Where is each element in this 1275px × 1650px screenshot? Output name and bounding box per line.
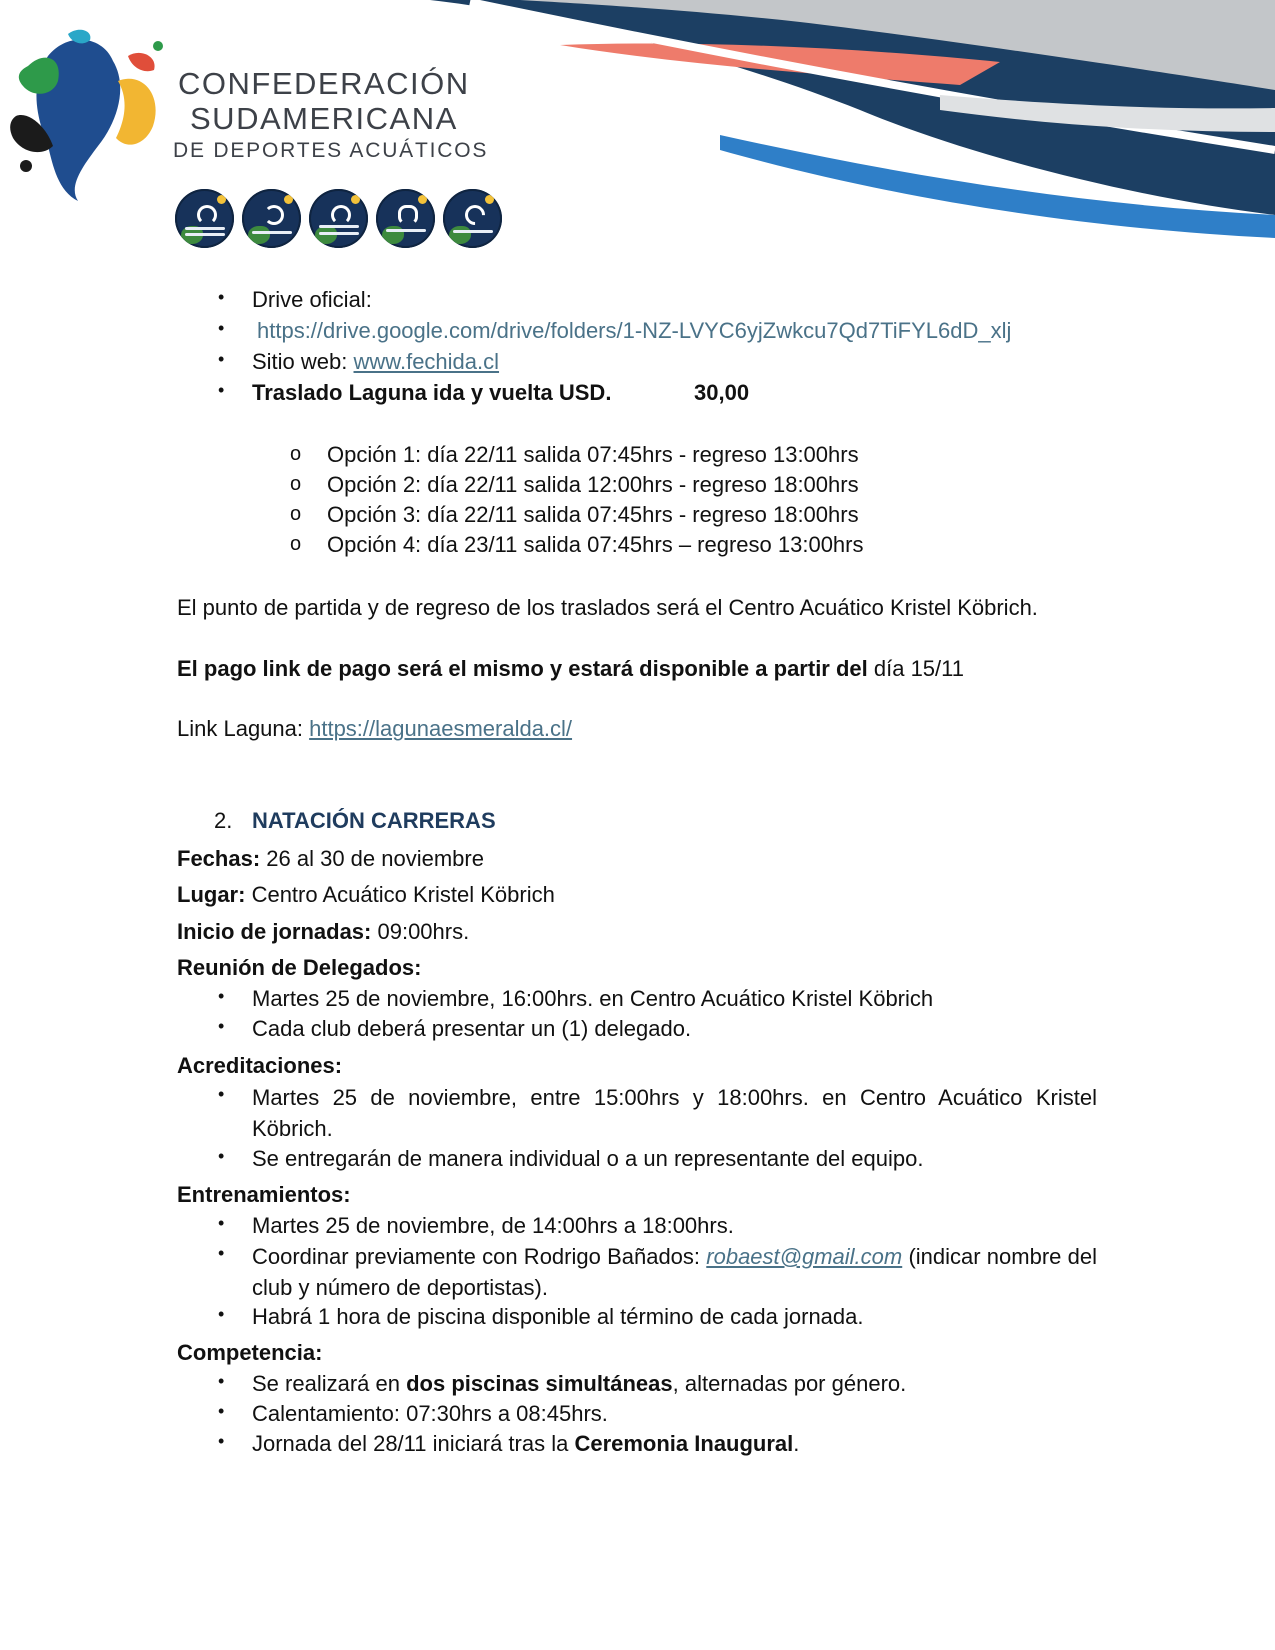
lugar-label: Lugar: (177, 882, 246, 907)
org-name-line2: SUDAMERICANA (190, 101, 458, 136)
bullet (218, 986, 224, 1007)
site-web-link[interactable]: www.fechida.cl (353, 349, 500, 374)
pago-line (177, 654, 964, 684)
traslado-price: 30,00 (694, 380, 750, 405)
fechas-value: 26 al 30 de noviembre (260, 846, 484, 871)
section-title: NATACIÓN CARRERAS (252, 808, 496, 833)
diving-icon (242, 189, 301, 248)
bullet (218, 1431, 224, 1452)
bullet (218, 1401, 224, 1422)
site-web-label: Sitio web: (252, 349, 348, 374)
coordinator-email-link[interactable]: robaest@gmail.com (706, 1244, 903, 1269)
bullet (218, 1371, 224, 1392)
laguna-line (177, 714, 572, 744)
acreditaciones-item-1: Martes 25 de noviembre, entre 15:00hrs y 18:00hrs. en Centro Acuático Kristel Köbrich. (252, 1085, 1097, 1141)
page-header (0, 0, 1275, 260)
bullet (218, 1304, 224, 1325)
acreditaciones-item-2: Se entregarán de manera individual o a un representante del equipo. (252, 1146, 924, 1171)
entrenamientos-label: Entrenamientos: (177, 1182, 351, 1207)
pago-bold: El pago link de pago será el mismo y estará disponible a partir del (177, 656, 868, 681)
competencia-label: Competencia: (177, 1340, 323, 1365)
bullet (218, 1243, 224, 1264)
bullet (218, 1084, 224, 1105)
option-2: Opción 2: día 22/11 salida 12:00hrs - regreso 18:00hrs (327, 472, 859, 497)
bullet (218, 380, 224, 401)
drive-label: Drive oficial: (252, 287, 372, 312)
entrenamientos-item-2-pre: Coordinar previamente con Rodrigo Bañados: (252, 1244, 707, 1269)
water-polo-icon (376, 189, 435, 248)
laguna-link[interactable]: https://lagunaesmeralda.cl/ (309, 716, 573, 741)
bullet (218, 1146, 224, 1167)
bullet (218, 349, 224, 370)
bullet (218, 1213, 224, 1234)
confederation-logo-icon (8, 26, 178, 211)
sub-bullet (290, 533, 301, 556)
section-number: 2. (214, 808, 233, 833)
acreditaciones-label: Acreditaciones: (177, 1053, 343, 1078)
option-1: Opción 1: día 22/11 salida 07:45hrs - regreso 13:00hrs (327, 442, 859, 467)
organization-name (173, 66, 489, 166)
lugar-value: Centro Acuático Kristel Köbrich (245, 882, 555, 907)
bullet (218, 287, 224, 308)
laguna-label: Link Laguna: (177, 716, 310, 741)
drive-link[interactable]: https://drive.google.com/drive/folders/1-NZ-LVYC6yjZwkcu7Qd7TiFYL6dD_xlj (257, 318, 1012, 343)
entrenamientos-item-1: Martes 25 de noviembre, de 14:00hrs a 18:00hrs. (252, 1213, 734, 1238)
bullet (218, 1016, 224, 1037)
inicio-line (177, 917, 469, 947)
reunion-item-1: Martes 25 de noviembre, 16:00hrs. en Centro Acuático Kristel Köbrich (252, 986, 934, 1011)
inicio-value: 09:00hrs. (371, 919, 470, 944)
site-web-line (252, 347, 499, 377)
competencia-item-3: Jornada del 28/11 iniciará tras la Ceremonia Inaugural. (252, 1431, 800, 1456)
sub-bullet (290, 443, 301, 466)
entrenamientos-item-3: Habrá 1 hora de piscina disponible al término de cada jornada. (252, 1304, 864, 1329)
discipline-badges (175, 189, 502, 248)
pago-date: día 15/11 (867, 656, 964, 681)
reunion-label: Reunión de Delegados: (177, 955, 422, 980)
swimming-icon (175, 189, 234, 248)
bullet (218, 318, 224, 339)
artistic-swimming-icon (443, 189, 502, 248)
org-name-line3: DE DEPORTES ACUÁTICOS (173, 139, 489, 162)
competencia-item-1: Se realizará en dos piscinas simultáneas, alternadas por género. (252, 1371, 907, 1396)
entrenamientos-item-2 (252, 1241, 1097, 1303)
org-name-line1: CONFEDERACIÓN (178, 66, 470, 101)
inicio-label: Inicio de jornadas: (177, 919, 372, 944)
option-4: Opción 4: día 23/11 salida 07:45hrs – regreso 13:00hrs (327, 532, 864, 557)
entrenamientos-item-2-post: (indicar nombre del club y número de deportistas). (252, 1244, 1097, 1300)
open-water-icon (309, 189, 368, 248)
lugar-line (177, 880, 555, 910)
fechas-line (177, 844, 484, 874)
traslado-label: Traslado Laguna ida y vuelta USD. (252, 380, 612, 405)
option-3: Opción 3: día 22/11 salida 07:45hrs - regreso 18:00hrs (327, 502, 859, 527)
sub-bullet (290, 503, 301, 526)
punto-partida-paragraph: El punto de partida y de regreso de los traslados será el Centro Acuático Kristel Köbrich. (177, 595, 1038, 620)
fechas-label: Fechas: (177, 846, 261, 871)
reunion-item-2: Cada club deberá presentar un (1) delegado. (252, 1016, 692, 1041)
sub-bullet (290, 473, 301, 496)
competencia-item-2: Calentamiento: 07:30hrs a 08:45hrs. (252, 1401, 608, 1426)
